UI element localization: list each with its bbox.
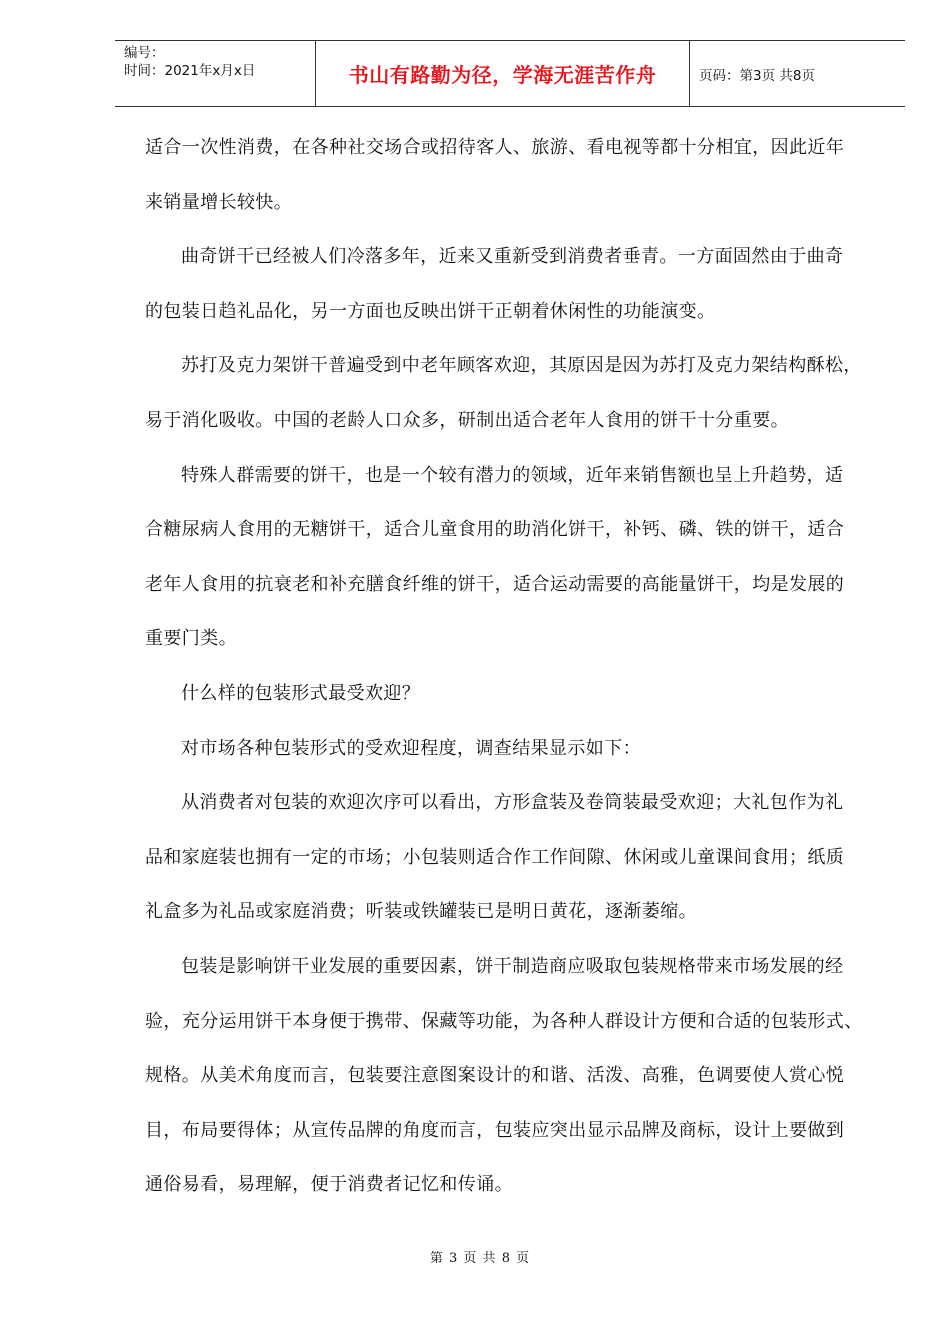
body-line: 的包装日趋礼品化，另一方面也反映出饼干正朝着休闲性的功能演变。 (145, 300, 716, 322)
body-line: 从消费者对包装的欢迎次序可以看出，方形盒装及卷筒装最受欢迎；大礼包作为礼 (181, 792, 844, 814)
body-line: 对市场各种包装形式的受欢迎程度，调查结果显示如下： (181, 737, 641, 759)
body-line: 苏打及克力架饼干普遍受到中老年顾客欢迎，其原因是因为苏打及克力架结构酥松， (181, 355, 862, 377)
header-motto: 书山有路勤为径，学海无涯苦作舟 (348, 63, 657, 87)
document-number-label: 编号： (124, 45, 165, 61)
footer-page-number: 第 3 页 共 8 页 (429, 1251, 531, 1266)
body-line: 验，充分运用饼干本身便于携带、保藏等功能，为各种人群设计方便和合适的包装形式、 (145, 1010, 863, 1032)
body-line: 合糖尿病人食用的无糖饼干，适合儿童食用的助消化饼干，补钙、磷、铁的饼干，适合 (145, 519, 845, 541)
document-time-label: 时间：2021年x月x日 (124, 63, 256, 79)
body-line: 品和家庭装也拥有一定的市场；小包装则适合作工作间隙、休闲或儿童课间食用；纸质 (145, 846, 845, 868)
body-line: 适合一次性消费，在各种社交场合或招待客人、旅游、看电视等都十分相宜，因此近年 (145, 137, 845, 158)
document-body (145, 121, 880, 1213)
header-meta (115, 41, 315, 106)
body-line: 重要门类。 (145, 628, 237, 650)
body-line: 老年人食用的抗衰老和补充膳食纤维的饼干，适合运动需要的高能量饼干，均是发展的 (145, 573, 845, 595)
header-motto-cell (315, 41, 690, 106)
body-line: 包装是影响饼干业发展的重要因素，饼干制造商应吸取包装规格带来市场发展的经 (181, 955, 844, 977)
body-line: 礼盒多为礼品或家庭消费；听装或铁罐装已是明日黄花，逐渐萎缩。 (145, 901, 697, 923)
body-line: 特殊人群需要的饼干，也是一个较有潜力的领域，近年来销售额也呈上升趋势，适 (181, 464, 844, 486)
body-line: 来销量增长较快。 (145, 191, 293, 213)
body-line: 易于消化吸收。中国的老龄人口众多，研制出适合老年人食用的饼干十分重要。 (145, 409, 789, 431)
body-line: 目，布局要得体；从宣传品牌的角度而言，包装应突出显示品牌及商标，设计上要做到 (145, 1119, 845, 1141)
header-page-number: 页码：第3页 共8页 (699, 67, 815, 84)
body-line: 曲奇饼干已经被人们冷落多年，近来又重新受到消费者垂青。一方面固然由于曲奇 (181, 246, 844, 268)
header-page-cell (690, 41, 905, 106)
page-footer (0, 1247, 950, 1266)
body-line: 规格。从美术角度而言，包装要注意图案设计的和谐、活泼、高雅，色调要使人赏心悦 (145, 1065, 845, 1087)
section-question: 什么样的包装形式最受欢迎？ (181, 682, 421, 704)
body-line: 通俗易看，易理解，便于消费者记忆和传诵。 (145, 1174, 513, 1196)
page-header (115, 40, 905, 107)
